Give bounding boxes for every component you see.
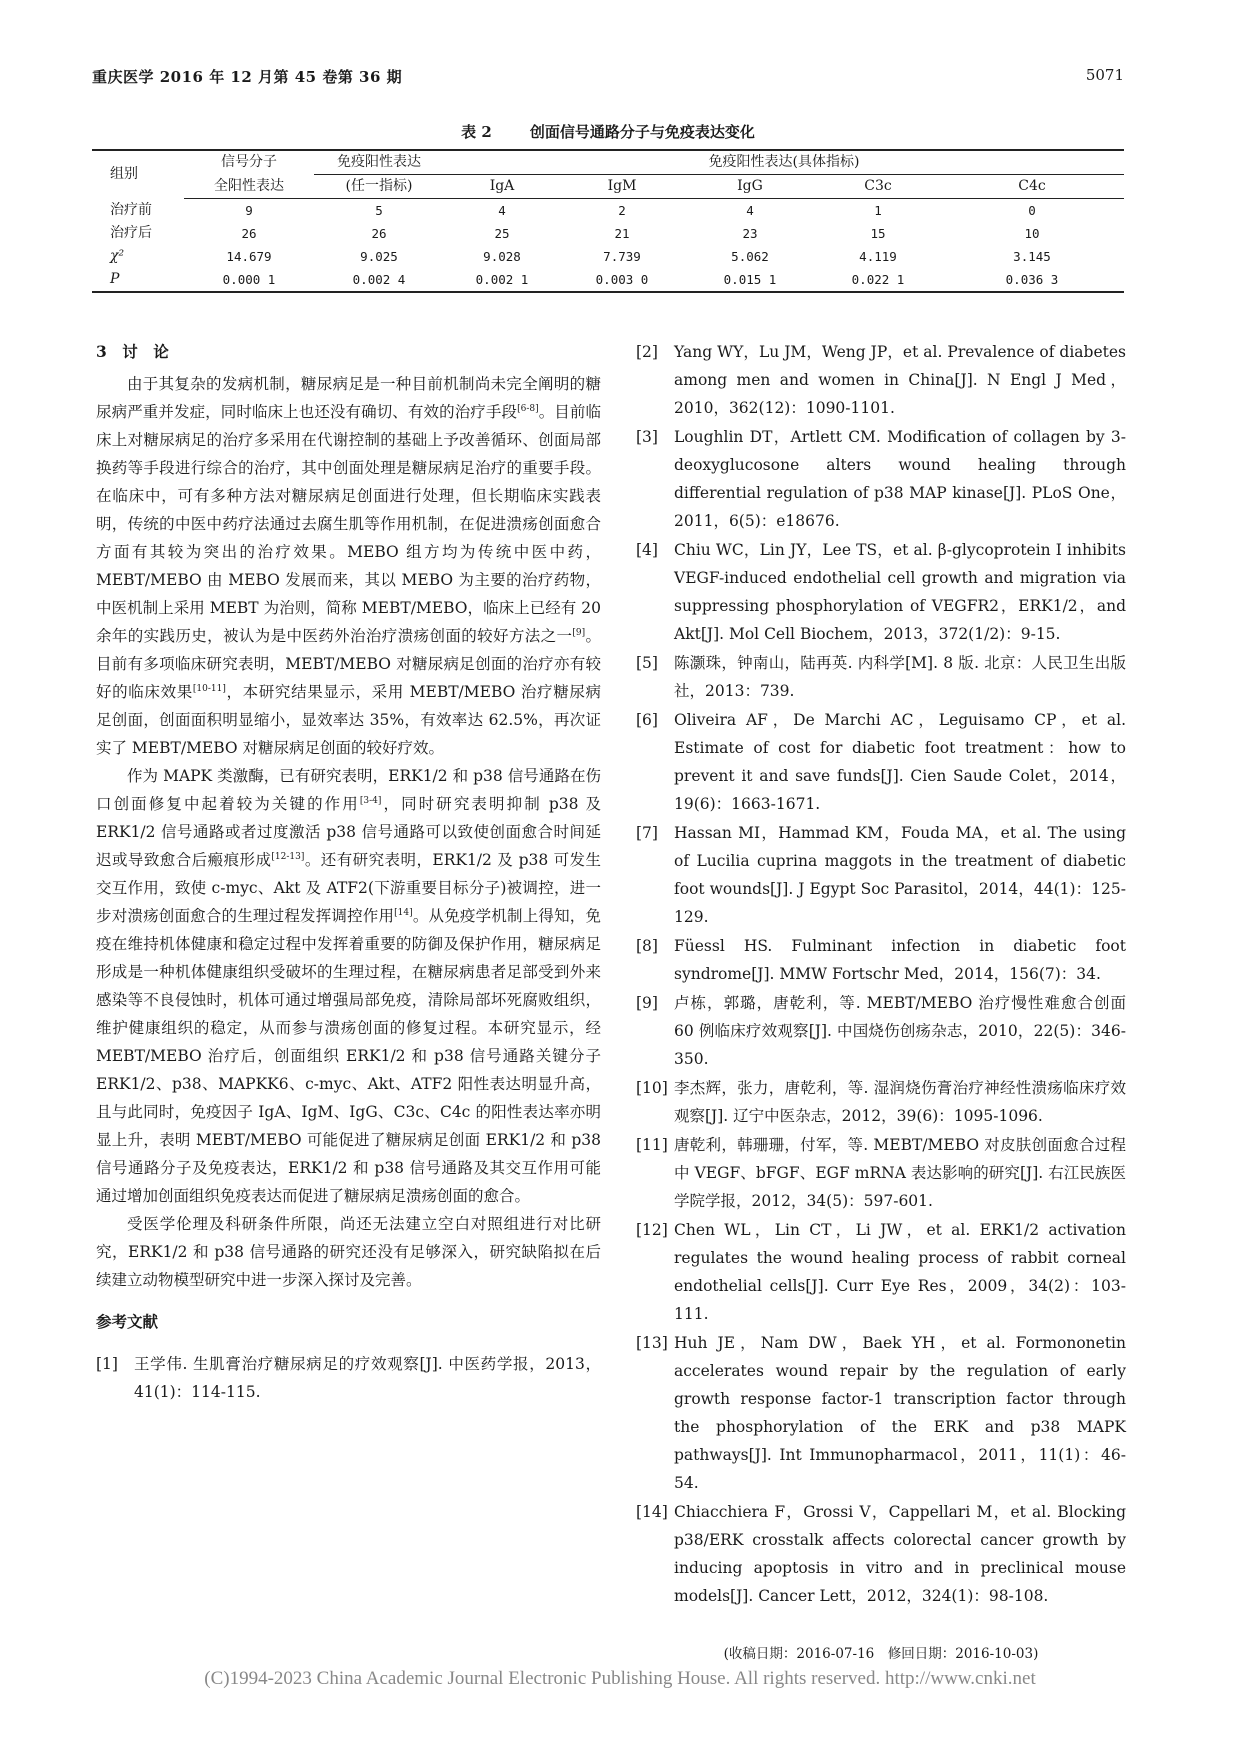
citation: [10-11] xyxy=(192,683,226,694)
reference-number: [4] xyxy=(636,541,658,559)
table-cell: 9 xyxy=(245,203,253,218)
col-header-igg: IgG xyxy=(684,175,816,199)
page-number: 5071 xyxy=(1085,66,1124,84)
reference-number: [8] xyxy=(636,937,658,955)
row-label: P xyxy=(92,268,184,292)
reference-number: [11] xyxy=(636,1136,668,1154)
reference-item xyxy=(636,649,1126,705)
table-cell: 14.679 xyxy=(226,249,272,264)
reference-number: [6] xyxy=(636,711,658,729)
citation: [14] xyxy=(394,907,413,918)
table-cell: 0.036 3 xyxy=(940,268,1124,292)
table-cell: 9.028 xyxy=(483,249,521,264)
citation: [6-8] xyxy=(517,403,539,414)
section-title: 3 讨 论 xyxy=(96,342,169,361)
reference-item xyxy=(636,989,1126,1073)
reference-text: Chiu WC，Lin JY，Lee TS，et al. β-glycoprotein I inhibits VEGF-induced endothelial cell growth and migration via suppressing phosphorylation of VEGFR2，ERK1/2，and Akt[J]. Mol Cell Biochem，2013，372(1/2)：9-15. xyxy=(674,541,1126,643)
reference-number: [9] xyxy=(636,994,658,1012)
reference-text: Füessl HS. Fulminant infection in diabetic foot syndrome[J]. MMW Fortschr Med，2014，156(7)：34. xyxy=(674,937,1126,983)
table-cell: 0 xyxy=(1028,203,1036,218)
text-run: 。还有研究表明，ERK1/2 及 p38 可发生交互作用，致使 c-myc、Akt 及 ATF2(下游重要目标分子)被调控，进一步对溃疡创面愈合的生理过程发挥调控作用 xyxy=(96,851,601,925)
citation: [12-13] xyxy=(271,851,305,862)
table-cell: 21 xyxy=(614,226,630,241)
reference-text: 陈灏珠，钟南山，陆再英. 内科学[M]. 8 版. 北京：人民卫生出版社，2013：739. xyxy=(674,654,1126,700)
citation: [9] xyxy=(572,627,586,638)
table-cell: 2 xyxy=(618,203,626,218)
reference-number: [12] xyxy=(636,1221,668,1239)
table-cell: 0.003 0 xyxy=(560,268,684,292)
table-cell: 0.000 1 xyxy=(184,268,314,292)
text-run: 作为 MAPK 类激酶，已有研究表明，ERK1/2 和 p38 信号通路在伤口创面修复中起着较为关键的作用 xyxy=(96,767,601,813)
table-cell: 26 xyxy=(371,226,387,241)
reference-number: [10] xyxy=(636,1079,668,1097)
reference-number: [5] xyxy=(636,654,658,672)
text-run: ，本研究结果显示，采用 MEBT/MEBO 治疗糖尿病足创面，创面面积明显缩小，显效率达 35%，有效率达 62.5%，再次证实了 MEBT/MEBO 对糖尿病足创面的较好疗效。 xyxy=(96,683,602,757)
col-header-immune-any-1: 免疫阳性表达 xyxy=(314,150,444,175)
reference-item xyxy=(636,1074,1126,1130)
reference-item xyxy=(636,706,1126,818)
reference-item xyxy=(636,1329,1126,1497)
col-header-immune-specific: 免疫阳性表达(具体指标) xyxy=(444,150,1124,175)
reference-item xyxy=(636,1216,1126,1328)
table-row xyxy=(92,268,1124,292)
table-cell: 23 xyxy=(742,226,758,241)
table-cell: 26 xyxy=(241,226,257,241)
table-cell: 7.739 xyxy=(603,249,641,264)
col-header-c3c: C3c xyxy=(816,175,940,199)
reference-text: Hassan MI，Hammad KM，Fouda MA，et al. The using of Lucilia cuprina maggots in the treatment of diabetic foot wounds[J]. J Egypt Soc Parasitol，2014，44(1)：125-129. xyxy=(674,824,1126,926)
reference-number: [7] xyxy=(636,824,658,842)
text-run: 由于其复杂的发病机制，糖尿病足是一种目前机制尚未完全阐明的糖尿病严重并发症，同时临床上也还没有确切、有效的治疗手段 xyxy=(96,375,601,421)
references-title: 参考文献 xyxy=(96,1312,159,1331)
reference-number: [14] xyxy=(636,1503,668,1521)
reference-item xyxy=(636,423,1126,535)
reference-item xyxy=(636,932,1126,988)
reference-text: Loughlin DT，Artlett CM. Modification of collagen by 3-deoxyglucosone alters wound healing through differential regulation of p38 MAP kinase[J]. PLoS One，2011，6(5)：e18676. xyxy=(674,428,1126,530)
reference-text: Chiacchiera F，Grossi V，Cappellari M，et al. Blocking p38/ERK crosstalk affects colorectal cancer growth by inducing apoptosis in vitro and in preclinical mouse models[J]. Cancer Lett，2012，324(1)：98-108. xyxy=(674,1503,1126,1605)
reference-number: [1] xyxy=(96,1355,118,1373)
reference-number: [13] xyxy=(636,1334,668,1352)
reference-text: Chen WL，Lin CT，Li JW，et al. ERK1/2 activation regulates the wound healing process of rabbit corneal endothelial cells[J]. Curr Eye Res，2009，34(2)：103-111. xyxy=(674,1221,1126,1323)
col-header-immune-any-2: (任一指标) xyxy=(314,175,444,199)
results-table xyxy=(92,149,1124,293)
table-cell: 3.145 xyxy=(1013,249,1051,264)
reference-item xyxy=(636,1498,1126,1610)
table-cell: 15 xyxy=(870,226,886,241)
text-run: 。目前临床上对糖尿病足的治疗多采用在代谢控制的基础上予改善循环、创面局部换药等手段进行综合的治疗，其中创面处理是糖尿病足治疗的重要手段。在临床中，可有多种方法对糖尿病足创面进行处理，但长期临床实践表明，传统的中医中药疗法通过去腐生肌等作用机制，在促进溃疡创面愈合方面有其较为突出的治疗效果。MEBO 组方均为传统中医中药，MEBT/MEBO 由 MEBO 发展而来，其以 MEBO 为主要的治疗药物，中医机制上采用 MEBT 为治则，简称 MEBT/MEBO，临床上已经有 20 余年的实践历史，被认为是中医药外治治疗溃疡创面的较好方法之一 xyxy=(96,403,601,645)
row-label: χ² xyxy=(110,248,125,264)
text-run: 。目前有多项临床研究表明，MEBT/MEBO 对糖尿病足创面的治疗亦有较好的临床效果 xyxy=(96,627,601,701)
reference-item xyxy=(636,338,1126,422)
table-cell: 10 xyxy=(1024,226,1040,241)
table-cell: 25 xyxy=(494,226,510,241)
reference-text: Yang WY，Lu JM，Weng JP，et al. Prevalence of diabetes among men and women in China[J]. N Engl J Med，2010，362(12)：1090-1101. xyxy=(674,343,1126,417)
table-label: 表 2 xyxy=(461,123,492,141)
table-cell: 1 xyxy=(874,203,882,218)
table-row xyxy=(92,199,1124,223)
col-header-iga: IgA xyxy=(444,175,560,199)
received-dates: (收稿日期：2016-07-16 修回日期：2016-10-03) xyxy=(723,1646,1039,1662)
reference-number: [2] xyxy=(636,343,658,361)
journal-title: 重庆医学 2016 年 12 月第 45 卷第 36 期 xyxy=(92,68,403,86)
running-header xyxy=(92,66,1124,92)
table-cell: 9.025 xyxy=(360,249,398,264)
table-row xyxy=(92,245,1124,268)
table-cell: 5 xyxy=(375,203,383,218)
table-cell: 4 xyxy=(746,203,754,218)
table-cell: 5.062 xyxy=(731,249,769,264)
text-run: 。从免疫学机制上得知，免疫在维持机体健康和稳定过程中发挥着重要的防御及保护作用，糖尿病足形成是一种机体健康组织受破坏的生理过程，在糖尿病患者足部受到外来感染等不良侵蚀时，机体可通过增强局部免疫，清除局部坏死腐败组织，维护健康组织的稳定，从而参与溃疡创面的修复过程。本研究显示，经 MEBT/MEBO 治疗后，创面组织 ERK1/2 和 p38 信号通路关键分子 ERK1/2、p38、MAPKK6、c-myc、Akt、ATF2 阳性表达明显升高，且与此同时，免疫因子 IgA、IgM、IgG、C3c、C4c 的阳性表达率亦明显上升，表明 MEBT/MEBO 可能促进了糖尿病足创面 ERK1/2 和 p38 信号通路分子及免疫表达，ERK1/2 和 p38 信号通路及其交互作用可能通过增加创面组织免疫表达而促进了糖尿病足溃疡创面的愈合。 xyxy=(96,907,601,1205)
right-column xyxy=(636,338,1126,1668)
reference-text: 卢栋，郭璐，唐乾利，等. MEBT/MEBO 治疗慢性难愈合创面 60 例临床疗效观察[J]. 中国烧伤创疡杂志，2010，22(5)：346-350. xyxy=(674,994,1126,1068)
col-header-signal-2: 全阳性表达 xyxy=(184,175,314,199)
discussion-paragraph-2 xyxy=(96,762,601,1210)
table-cell: 4 xyxy=(498,203,506,218)
table-cell: 4.119 xyxy=(859,249,897,264)
table-caption xyxy=(92,121,1124,142)
reference-text: Oliveira AF，De Marchi AC，Leguisamo CP，et al. Estimate of cost for diabetic foot treatment：how to prevent it and save funds[J]. Cien Saude Colet，2014，19(6)：1663-1671. xyxy=(674,711,1126,813)
table-title: 创面信号通路分子与免疫表达变化 xyxy=(529,123,755,141)
reference-number: [3] xyxy=(636,428,658,446)
copyright-footer: (C)1994-2023 China Academic Journal Electronic Publishing House. All rights reserved. http://www.cnki.net xyxy=(204,1668,1036,1689)
table-cell: 0.002 1 xyxy=(444,268,560,292)
table-cell: 0.022 1 xyxy=(816,268,940,292)
col-header-group: 组别 xyxy=(92,150,184,199)
citation: [3-4] xyxy=(359,795,382,806)
col-header-igm: IgM xyxy=(560,175,684,199)
discussion-paragraph-1 xyxy=(96,370,601,762)
reference-item xyxy=(636,536,1126,648)
reference-text: 王学伟. 生肌膏治疗糖尿病足的疗效观察[J]. 中医药学报，2013，41(1)：114-115. xyxy=(134,1355,601,1401)
table-row xyxy=(92,222,1124,245)
reference-item xyxy=(96,1350,601,1406)
row-label: 治疗前 xyxy=(110,201,152,218)
reference-text: 李杰辉，张力，唐乾利，等. 湿润烧伤膏治疗神经性溃疡临床疗效观察[J]. 辽宁中医杂志，2012，39(6)：1095-1096. xyxy=(674,1079,1126,1125)
reference-text: Huh JE，Nam DW，Baek YH，et al. Formononetin accelerates wound repair by the regulation of early growth response factor-1 transcription factor through the phosphorylation of the ERK and p38 MAPK pathways[J]. Int Immunopharmacol，2011，11(1)：46-54. xyxy=(674,1334,1126,1492)
reference-text: 唐乾利，韩珊珊，付军，等. MEBT/MEBO 对皮肤创面愈合过程中 VEGF、bFGF、EGF mRNA 表达影响的研究[J]. 右江民族医学院学报，2012，34(5)：597-601. xyxy=(674,1136,1126,1210)
table-cell: 0.002 4 xyxy=(314,268,444,292)
discussion-paragraph-3: 受医学伦理及科研条件所限，尚还无法建立空白对照组进行对比研究，ERK1/2 和 p38 信号通路的研究还没有足够深入，研究缺陷拟在后续建立动物模型研究中进一步深入探讨及完善。 xyxy=(96,1215,601,1289)
reference-item xyxy=(636,819,1126,931)
table-cell: 0.015 1 xyxy=(684,268,816,292)
left-column xyxy=(96,338,601,1410)
row-label: 治疗后 xyxy=(110,225,152,241)
reference-item xyxy=(636,1131,1126,1215)
col-header-signal-1: 信号分子 xyxy=(184,150,314,175)
col-header-c4c: C4c xyxy=(940,175,1124,199)
text-run: ，同时研究表明抑制 p38 及 ERK1/2 信号通路或者过度激活 p38 信号通路可以致使创面愈合时间延迟或导致愈合后瘢痕形成 xyxy=(96,795,601,869)
